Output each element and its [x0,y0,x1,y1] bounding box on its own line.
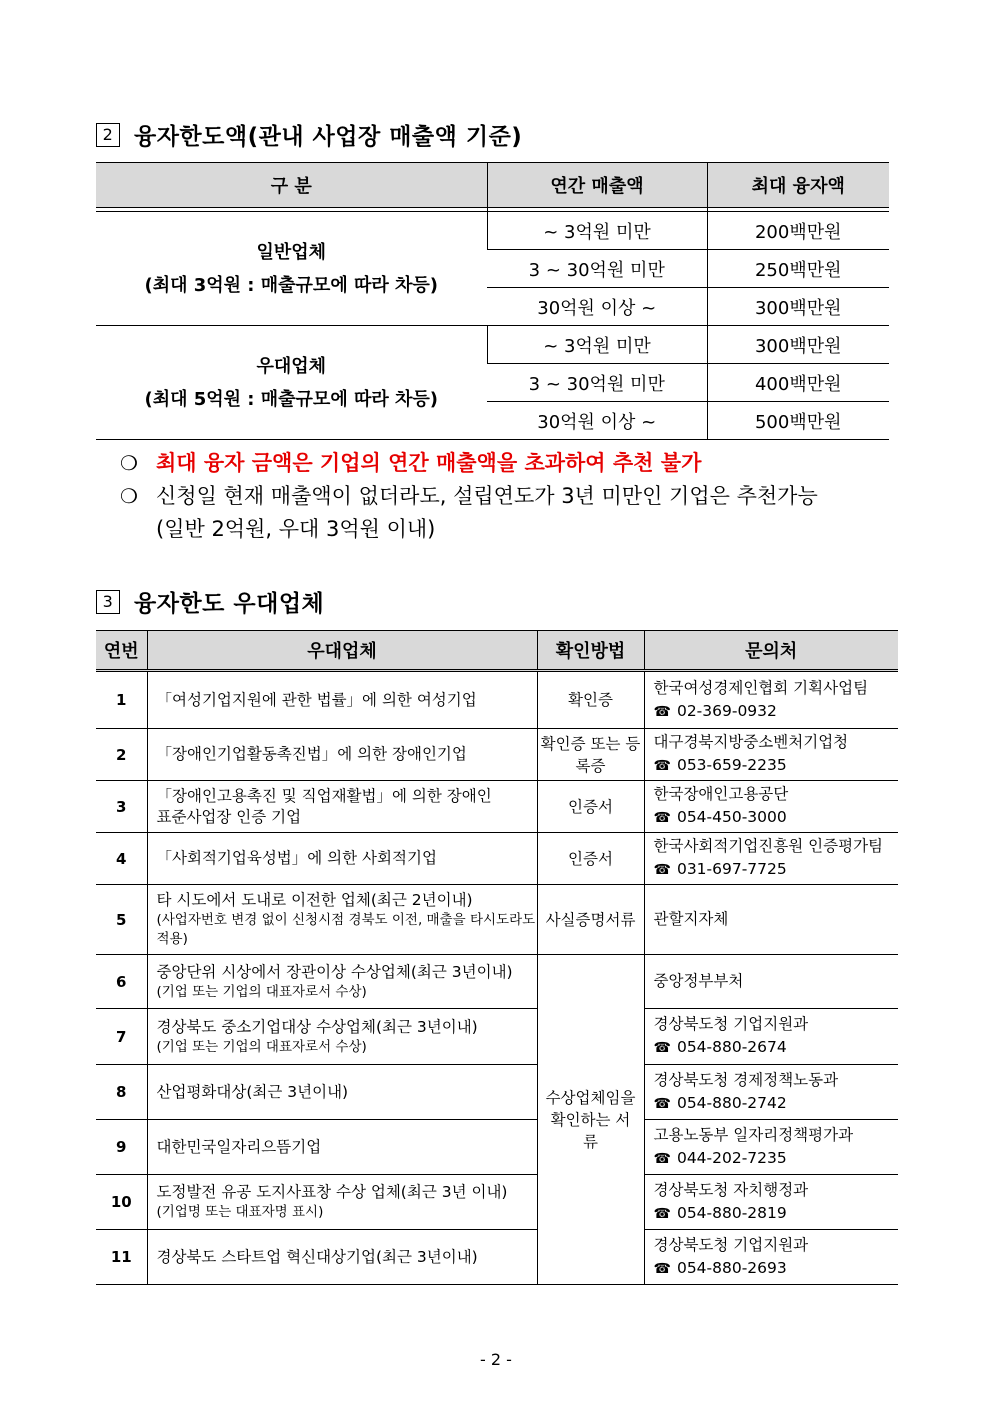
category-note: (최대 5억원 : 매출규모에 따라 차등) [144,388,439,410]
table-row [96,1120,898,1175]
contact [644,1065,898,1120]
section-3-title [96,585,324,618]
verification-method: 확인증 또는 등록증 [537,729,644,781]
phone-icon: ☎ [653,758,671,774]
contact-org: 경상북도청 기업지원과 [653,1015,809,1033]
company-type-note: (기업 또는 기업의 대표자로서 수상) [156,983,367,1000]
header-method: 확인방법 [537,631,644,671]
header-company: 우대업체 [147,631,537,671]
award-method-text: 수상업체임을 확인하는 서류 [545,1088,636,1151]
row-number: 2 [96,729,147,781]
contact [644,1175,898,1230]
contact-phone [654,754,899,778]
header-max-loan: 최대 융자액 [707,163,889,208]
note-sub: (일반 2억원, 우대 3억원 이내) [156,517,436,541]
note-text: 신청일 현재 매출액이 없더라도, 설립연도가 3년 미만인 기업은 추천가능 [156,484,818,508]
max-loan-value: 200백만원 [707,212,889,250]
section-2-title-text: 융자한도액(관내 사업장 매출액 기준) [134,124,523,150]
table-row [96,885,898,955]
table-row [96,671,898,729]
row-number: 6 [96,955,147,1009]
contact-phone [654,1147,899,1171]
verification-method-award [537,955,644,1285]
company-type: 경상북도 스타트업 혁신대상기업(최근 3년이내) [147,1230,537,1285]
company-type-line: 표준사업장 인증 기업 [156,807,302,826]
header-annual-sales: 연간 매출액 [487,163,707,208]
contact [644,781,898,833]
company-type-line: 도정발전 유공 도지사표창 수상 업체(최근 3년 이내) [156,1183,508,1201]
phone-number: 054-880-2819 [676,1203,787,1222]
header-category: 구 분 [96,163,487,208]
contact [644,729,898,781]
contact-phone [654,1202,899,1226]
header-no: 연번 [96,631,147,671]
page-number: - 2 - [480,1350,512,1369]
contact [644,885,898,955]
contact-org: 한국장애인고용공단 [653,785,789,803]
table-row [96,833,898,885]
max-loan-value: 400백만원 [707,364,889,402]
company-type [147,955,537,1009]
row-number: 4 [96,833,147,885]
company-type-line: 「장애인고용촉진 및 직업재활법」에 의한 장애인 [156,786,492,805]
contact-phone [654,858,899,882]
contact-org: 고용노동부 일자리정책평가과 [653,1125,854,1144]
company-type [147,781,537,833]
contact [644,1009,898,1065]
company-type [147,885,537,955]
max-loan-value: 300백만원 [707,326,889,364]
sales-range: 30억원 이상 ~ [487,402,707,440]
verification-method: 인증서 [537,833,644,885]
table-row [96,1230,898,1285]
max-loan-value: 250백만원 [707,250,889,288]
phone-number: 044-202-7235 [676,1148,787,1167]
note-item [120,447,818,480]
sales-range: 3 ~ 30억원 미만 [487,250,707,288]
phone-number: 054-880-2674 [676,1038,787,1056]
table-row [96,212,889,250]
max-loan-value: 300백만원 [707,288,889,326]
company-type: 「사회적기업육성법」에 의한 사회적기업 [147,833,537,885]
company-type: 「여성기업지원에 관한 법률」에 의한 여성기업 [147,671,537,729]
phone-number: 054-880-2693 [676,1258,787,1277]
contact-org: 중앙정부부처 [653,972,744,990]
table-row [96,1009,898,1065]
contact-phone [654,1092,899,1116]
phone-number: 054-880-2742 [676,1093,787,1112]
contact-phone [654,1257,899,1281]
phone-icon: ☎ [653,1040,671,1056]
section-2-title [96,118,522,151]
table-row [96,1175,898,1230]
phone-icon: ☎ [653,810,671,826]
phone-number: 053-659-2235 [676,756,787,774]
contact-org: 경상북도청 자치행정과 [653,1180,809,1199]
sales-range: 3 ~ 30억원 미만 [487,364,707,402]
row-number: 3 [96,781,147,833]
loan-limit-table [96,162,889,440]
phone-icon: ☎ [653,1150,671,1167]
contact-phone [654,1036,899,1060]
sales-range: ~ 3억원 미만 [487,326,707,364]
row-number: 5 [96,885,147,955]
contact [644,955,898,1009]
phone-number: 031-697-7725 [676,860,787,878]
section-3-number: 3 [96,590,120,614]
category-name: 일반업체 [256,241,327,263]
notes-list [120,447,818,546]
company-type: 「장애인기업활동촉진법」에 의한 장애인기업 [147,729,537,781]
contact-org: 한국여성경제인협회 기획사업팀 [653,678,869,697]
row-number: 1 [96,671,147,729]
verification-method: 확인증 [537,671,644,729]
contact-org: 한국사회적기업진흥원 인증평가팀 [653,837,884,855]
category-general [96,212,487,326]
section-3-title-text: 융자한도 우대업체 [134,591,325,617]
phone-icon: ☎ [653,703,671,720]
phone-icon: ☎ [653,1205,671,1222]
row-number: 9 [96,1120,147,1175]
company-type-line: 타 시도에서 도내로 이전한 업체(최근 2년이내) [156,891,473,909]
contact [644,1230,898,1285]
category-note: (최대 3억원 : 매출규모에 따라 차등) [144,274,439,296]
contact [644,1120,898,1175]
phone-icon: ☎ [653,862,671,878]
category-preferred [96,326,487,440]
contact-org: 대구경북지방중소벤처기업청 [653,733,849,751]
category-name: 우대업체 [256,355,327,377]
contact-phone [654,806,899,830]
row-number: 7 [96,1009,147,1065]
circle-bullet-icon: ❍ [120,451,138,475]
note-item [120,480,818,513]
verification-method: 사실증명서류 [537,885,644,955]
table-row [96,326,889,364]
circle-bullet-icon: ❍ [120,484,138,508]
company-type: 산업평화대상(최근 3년이내) [147,1065,537,1120]
table-row [96,781,898,833]
company-type-note: (사업자번호 변경 없이 신청시점 경북도 이전, 매출을 타시도라도 적용) [156,912,536,947]
row-number: 8 [96,1065,147,1120]
company-type-note: (기업 또는 기업의 대표자로서 수상) [156,1038,367,1055]
table-row [96,1065,898,1120]
verification-method: 인증서 [537,781,644,833]
note-warning: 최대 융자 금액은 기업의 연간 매출액을 초과하여 추천 불가 [156,451,702,475]
company-type: 대한민국일자리으뜸기업 [147,1120,537,1175]
sales-range: ~ 3억원 미만 [487,212,707,250]
company-type [147,1175,537,1230]
phone-icon: ☎ [653,1260,671,1277]
contact-org: 경상북도청 기업지원과 [653,1235,809,1254]
max-loan-value: 500백만원 [707,402,889,440]
company-type-line: 경상북도 중소기업대상 수상업체(최근 3년이내) [156,1017,478,1036]
contact-org: 경상북도청 경제정책노동과 [653,1070,839,1089]
company-type-line: 중앙단위 시상에서 장관이상 수상업체(최근 3년이내) [156,962,513,981]
row-number: 10 [96,1175,147,1230]
table-row [96,955,898,1009]
phone-number: 02-369-0932 [676,701,777,720]
table-row [96,729,898,781]
contact-phone [654,700,899,724]
row-number: 11 [96,1230,147,1285]
header-contact: 문의처 [644,631,898,671]
contact [644,833,898,885]
company-type-note: (기업명 또는 대표자명 표시) [156,1204,324,1220]
section-2-number: 2 [96,123,120,147]
phone-icon: ☎ [653,1095,671,1112]
contact-org: 관할지자체 [653,910,729,928]
sales-range: 30억원 이상 ~ [487,288,707,326]
preferred-company-table [96,630,898,1285]
contact [644,671,898,729]
phone-number: 054-450-3000 [676,808,787,826]
company-type [147,1009,537,1065]
